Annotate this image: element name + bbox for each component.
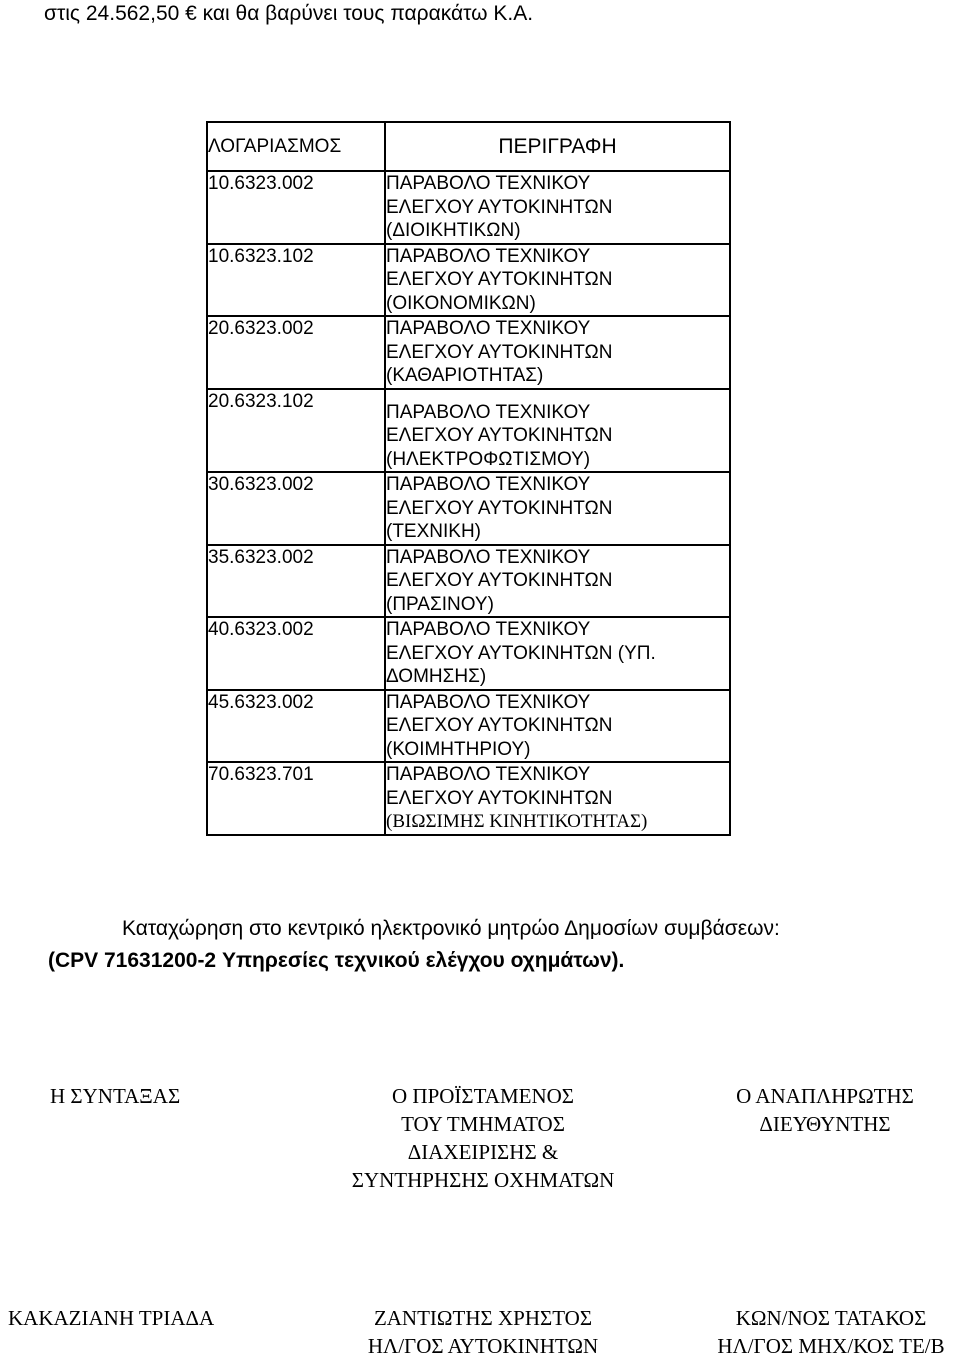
signature-right-name-line: ΚΩΝ/ΝΟΣ ΤΑΤΑΚΟΣ [735, 1306, 927, 1330]
description-line: ΔΟΜΗΣΗΣ) [386, 666, 487, 687]
signature-center-name [342, 1304, 624, 1360]
table-row [207, 389, 730, 473]
signature-center-title [330, 1082, 636, 1194]
signature-right-title [716, 1082, 934, 1138]
account-description [385, 171, 730, 244]
account-description [385, 472, 730, 545]
description-line: ΠΑΡΑΒΟΛΟ ΤΕΧΝΙΚΟΥ [386, 764, 591, 785]
account-code: 10.6323.102 [207, 244, 385, 317]
account-code: 40.6323.002 [207, 617, 385, 690]
description-line: (ΠΡΑΣΙΝΟΥ) [386, 593, 494, 615]
description-line: ΠΑΡΑΒΟΛΟ ΤΕΧΝΙΚΟΥ [386, 173, 591, 194]
description-line: ΠΑΡΑΒΟΛΟ ΤΕΧΝΙΚΟΥ [386, 546, 591, 568]
table-row [207, 171, 730, 244]
description-line: ΕΛΕΓΧΟΥ ΑΥΤΟΚΙΝΗΤΩΝ [386, 269, 613, 290]
description-line: ΕΛΕΓΧΟΥ ΑΥΤΟΚΙΝΗΤΩΝ [386, 787, 613, 809]
registration-line-1: Καταχώρηση στο κεντρικό ηλεκτρονικό μητρώο Δημοσίων συμβάσεων: [122, 917, 780, 940]
table-row [207, 244, 730, 317]
description-line: ΕΛΕΓΧΟΥ ΑΥΤΟΚΙΝΗΤΩΝ [386, 341, 613, 363]
table-row [207, 690, 730, 763]
header-description: ΠΕΡΙΓΡΑΦΗ [385, 122, 730, 171]
description-line: ΕΛΕΓΧΟΥ ΑΥΤΟΚΙΝΗΤΩΝ [386, 425, 613, 446]
description-line: ΕΛΕΓΧΟΥ ΑΥΤΟΚΙΝΗΤΩΝ [386, 196, 613, 218]
account-description [385, 316, 730, 389]
description-line: ΕΛΕΓΧΟΥ ΑΥΤΟΚΙΝΗΤΩΝ [386, 715, 613, 736]
signature-left-name [8, 1304, 214, 1332]
description-line: (ΗΛΕΚΤΡΟΦΩΤΙΣΜΟΥ) [386, 448, 591, 470]
description-line: (ΒΙΩΣΙΜΗΣ ΚΙΝΗΤΙΚΟΤΗΤΑΣ) [386, 811, 648, 832]
account-description [385, 545, 730, 618]
accounts-table [206, 121, 731, 836]
description-line: (ΤΕΧΝΙΚΗ) [386, 521, 481, 542]
account-code: 20.6323.002 [207, 316, 385, 389]
signature-center-title-line: ΣΥΝΤΗΡΗΣΗΣ ΟΧΗΜΑΤΩΝ [351, 1168, 615, 1192]
description-line: ΠΑΡΑΒΟΛΟ ΤΕΧΝΙΚΟΥ [386, 245, 591, 267]
account-description [385, 389, 730, 473]
signature-right-title-line: ΔΙΕΥΘΥΝΤΗΣ [759, 1112, 891, 1136]
table-row [207, 617, 730, 690]
description-line: ΠΑΡΑΒΟΛΟ ΤΕΧΝΙΚΟΥ [386, 318, 591, 339]
signature-center-title-line: ΔΙΑΧΕΙΡΙΣΗΣ & [407, 1140, 559, 1164]
signature-left-name-line: ΚΑΚΑΖΙΑΝΗ ΤΡΙΑΔΑ [8, 1306, 215, 1330]
table-body [207, 171, 730, 835]
description-line: (ΚΑΘΑΡΙΟΤΗΤΑΣ) [386, 365, 544, 386]
signature-center-name-line: ΗΛ/ΓΟΣ ΑΥΤΟΚΙΝΗΤΩΝ [367, 1334, 599, 1358]
account-code: 20.6323.102 [207, 389, 385, 473]
signature-center-title-line: ΤΟΥ ΤΜΗΜΑΤΟΣ [401, 1112, 565, 1136]
description-line: ΠΑΡΑΒΟΛΟ ΤΕΧΝΙΚΟΥ [386, 401, 591, 423]
signature-center-title-line: Ο ΠΡΟΪΣΤΑΜΕΝΟΣ [391, 1084, 574, 1108]
signature-right-name-line: ΗΛ/ΓΟΣ ΜΗΧ/ΚΟΣ ΤΕ/Β [717, 1334, 945, 1358]
account-description [385, 244, 730, 317]
description-line: ΠΑΡΑΒΟΛΟ ΤΕΧΝΙΚΟΥ [386, 474, 591, 495]
table-row [207, 316, 730, 389]
table-row [207, 762, 730, 835]
description-line: ΠΑΡΑΒΟΛΟ ΤΕΧΝΙΚΟΥ [386, 619, 591, 640]
table-row [207, 472, 730, 545]
signature-center-name-line: ΖΑΝΤΙΩΤΗΣ ΧΡΗΣΤΟΣ [373, 1306, 593, 1330]
registration-note [48, 913, 928, 977]
description-line: ΕΛΕΓΧΟΥ ΑΥΤΟΚΙΝΗΤΩΝ [386, 497, 613, 519]
signature-left-title-line: Η ΣΥΝΤΑΞΑΣ [50, 1084, 181, 1108]
account-description [385, 762, 730, 835]
intro-text: στις 24.562,50 € και θα βαρύνει τους παρακάτω Κ.Α. [44, 2, 534, 25]
table-header-row [207, 122, 730, 171]
signature-right-name [705, 1304, 957, 1360]
signature-right-title-line: Ο ΑΝΑΠΛΗΡΩΤΗΣ [736, 1084, 914, 1108]
table-row [207, 545, 730, 618]
description-line: ΠΑΡΑΒΟΛΟ ΤΕΧΝΙΚΟΥ [386, 691, 591, 713]
signature-left-title [50, 1082, 180, 1110]
description-line: (ΔΙΟΙΚΗΤΙΚΩΝ) [386, 220, 521, 241]
account-code: 45.6323.002 [207, 690, 385, 763]
description-line: ΕΛΕΓΧΟΥ ΑΥΤΟΚΙΝΗΤΩΝ (ΥΠ. [386, 642, 656, 664]
header-code: ΛΟΓΑΡΙΑΣΜΟΣ [207, 122, 385, 171]
registration-line-2: (CPV 71631200-2 Υπηρεσίες τεχνικού ελέγχου οχημάτων). [48, 949, 625, 972]
account-code: 70.6323.701 [207, 762, 385, 835]
account-code: 30.6323.002 [207, 472, 385, 545]
account-description [385, 617, 730, 690]
account-description [385, 690, 730, 763]
description-line: (ΟΙΚΟΝΟΜΙΚΩΝ) [386, 292, 536, 314]
description-line: (ΚΟΙΜΗΤΗΡΙΟΥ) [386, 738, 531, 760]
account-code: 10.6323.002 [207, 171, 385, 244]
description-line: ΕΛΕΓΧΟΥ ΑΥΤΟΚΙΝΗΤΩΝ [386, 570, 613, 591]
account-code: 35.6323.002 [207, 545, 385, 618]
